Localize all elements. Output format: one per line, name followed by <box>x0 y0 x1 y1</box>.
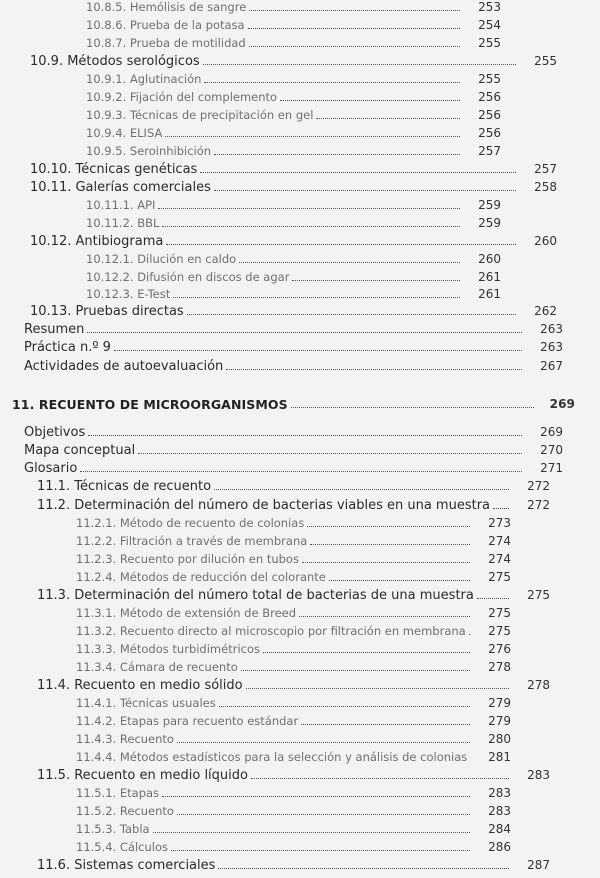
toc-entry-title: 10.9.2. Fijación del complemento <box>86 90 278 104</box>
toc-entry-title: 10.12.2. Difusión en discos de agar <box>86 270 290 284</box>
toc-entry <box>0 162 570 180</box>
toc-entry-title: 11.4.3. Recuento <box>76 732 174 746</box>
toc-entry <box>0 461 576 479</box>
toc-entry-title: 10.9.5. Seroinhibición <box>86 144 212 158</box>
toc-entry <box>0 840 524 858</box>
toc-page-number: 278 <box>527 678 550 692</box>
dot-leader <box>249 46 460 47</box>
toc-entry-title: 11.3.3. Métodos turbidimétricos <box>76 642 260 656</box>
toc-entry-title: 11.4.4. Métodos estadísticos para la selección y análisis de colonias <box>76 750 468 764</box>
toc-entry-title: 10.9. Métodos serológicos <box>30 54 200 69</box>
toc-page-number: 254 <box>478 18 501 32</box>
toc-entry-title: 11.2. Determinación del número de bacterias viables en una muestra <box>37 498 491 513</box>
toc-entry-title: 10.8.7. Prueba de motilidad <box>86 36 246 50</box>
toc-entry-title: 10.9.4. ELISA <box>86 126 163 140</box>
toc-entry-title: 11.5.2. Recuento <box>76 804 174 818</box>
toc-entry <box>0 606 524 624</box>
toc-entry-title: 11.2.2. Filtración a través de membrana <box>76 534 308 548</box>
toc-page-number: 275 <box>488 606 511 620</box>
toc-entry <box>0 252 514 270</box>
toc-entry <box>0 180 570 198</box>
dot-leader <box>329 580 470 581</box>
dot-leader <box>493 508 509 509</box>
dot-leader <box>166 244 516 245</box>
toc-entry <box>0 126 514 144</box>
toc-entry-title: Actividades de autoevaluación <box>24 359 224 374</box>
dot-leader <box>218 868 509 869</box>
toc-page-number: 253 <box>478 0 501 14</box>
toc-entry-title: 11.4.2. Etapas para recuento estándar <box>76 714 299 728</box>
dot-leader <box>291 407 534 408</box>
dot-leader <box>251 778 509 779</box>
toc-entry-title: Objetivos <box>24 425 86 440</box>
dot-leader <box>88 435 522 436</box>
toc-entry <box>0 425 576 443</box>
toc-entry-title: 10.11.2. BBL <box>86 216 160 230</box>
toc-entry <box>0 198 514 216</box>
toc-page-number: 286 <box>488 840 511 854</box>
toc-entry <box>0 0 514 18</box>
toc-entry <box>0 750 524 768</box>
toc-page-number: 284 <box>488 822 511 836</box>
toc-entry-title: 10.9.3. Técnicas de precipitación en gel <box>86 108 314 122</box>
dot-leader <box>204 82 460 83</box>
dot-leader <box>316 118 460 119</box>
toc-entry-title: 11.5.4. Cálculos <box>76 840 168 854</box>
dot-leader <box>226 369 522 370</box>
toc-page-number: 273 <box>488 516 511 530</box>
toc-entry-title: 11.2.4. Métodos de reducción del colorante <box>76 570 326 584</box>
toc-page-number: 279 <box>488 714 511 728</box>
toc-page-number: 263 <box>540 322 563 336</box>
dot-leader <box>214 489 509 490</box>
toc-entry <box>0 660 524 678</box>
toc-entry-title: 11.4. Recuento en medio sólido <box>37 678 243 693</box>
toc-page-number: 255 <box>478 36 501 50</box>
toc-entry <box>0 270 514 288</box>
toc-entry <box>0 642 524 660</box>
toc-page-number: 283 <box>488 804 511 818</box>
toc-entry-title: 10.11. Galerías comerciales <box>30 180 211 195</box>
toc-entry <box>0 322 576 340</box>
toc-entry <box>0 588 563 606</box>
dot-leader <box>200 172 516 173</box>
toc-entry <box>0 858 563 876</box>
dot-leader <box>177 814 470 815</box>
toc-entry-title: 11.3.2. Recuento directo al microscopio por filtración en membrana <box>76 624 466 638</box>
dot-leader <box>477 598 509 599</box>
toc-page-number: 256 <box>478 90 501 104</box>
toc-page-number: 274 <box>488 552 511 566</box>
dot-leader <box>187 314 516 315</box>
toc-entry <box>0 804 524 822</box>
toc-entry <box>0 36 514 54</box>
dot-leader <box>114 350 522 351</box>
dot-leader <box>292 280 460 281</box>
dot-leader <box>87 332 522 333</box>
toc-entry <box>0 287 514 305</box>
toc-entry-title: 10.11.1. API <box>86 198 156 212</box>
toc-entry-title: 10.9.1. Aglutinación <box>86 72 202 86</box>
toc-entry <box>0 570 524 588</box>
dot-leader <box>171 850 470 851</box>
toc-page-number: 267 <box>540 359 563 373</box>
toc-entry-title: 11.2.1. Método de recuento de colonias <box>76 516 305 530</box>
toc-entry <box>0 234 570 252</box>
dot-leader <box>203 64 516 65</box>
toc-page-number: 275 <box>527 588 550 602</box>
toc-page-number: 263 <box>540 340 563 354</box>
toc-page-number: 259 <box>478 198 501 212</box>
dot-leader <box>214 154 460 155</box>
toc-page-number: 269 <box>549 397 575 411</box>
toc-page-number: 269 <box>540 425 563 439</box>
toc-page-number: 283 <box>527 768 550 782</box>
toc-entry <box>0 54 570 72</box>
toc-page-number: 260 <box>478 252 501 266</box>
toc-chapter-heading <box>0 397 588 415</box>
dot-leader <box>173 297 460 298</box>
toc-entry <box>0 443 576 461</box>
toc-page-number: 276 <box>488 642 511 656</box>
toc-entry <box>0 732 524 750</box>
toc-entry <box>0 498 563 516</box>
toc-entry <box>0 72 514 90</box>
toc-entry-title: Glosario <box>24 461 78 476</box>
dot-leader <box>469 634 470 635</box>
toc-entry <box>0 90 514 108</box>
toc-entry-title: 10.10. Técnicas genéticas <box>30 162 198 177</box>
toc-page-number: 275 <box>488 624 511 638</box>
dot-leader <box>239 262 460 263</box>
dot-leader <box>249 10 460 11</box>
toc-entry <box>0 768 563 786</box>
toc-page-number: 257 <box>478 144 501 158</box>
dot-leader <box>241 670 470 671</box>
toc-entry <box>0 479 563 497</box>
toc-entry-title: 10.13. Pruebas directas <box>30 304 184 319</box>
toc-entry <box>0 552 524 570</box>
toc-page-number: 278 <box>488 660 511 674</box>
toc-page-number: 255 <box>478 72 501 86</box>
toc-page-number: 261 <box>478 270 501 284</box>
dot-leader <box>246 688 509 689</box>
dot-leader <box>80 471 522 472</box>
toc-entry-title: 10.12.1. Dilución en caldo <box>86 252 237 266</box>
dot-leader <box>248 28 460 29</box>
toc-entry <box>0 340 576 358</box>
dot-leader <box>301 724 470 725</box>
toc-entry-title: 10.12. Antibiograma <box>30 234 164 249</box>
toc-page-number: 255 <box>534 54 557 68</box>
toc-entry <box>0 304 570 322</box>
toc-entry <box>0 144 514 162</box>
toc-entry <box>0 822 524 840</box>
toc-page-number: 261 <box>478 287 501 301</box>
dot-leader <box>177 742 470 743</box>
dot-leader <box>302 562 470 563</box>
toc-entry-title: 11.3. Determinación del número total de bacterias de una muestra <box>37 588 474 603</box>
toc-page-number: 271 <box>540 461 563 475</box>
toc-page-number: 258 <box>534 180 557 194</box>
toc-page-number: 275 <box>488 570 511 584</box>
toc-entry <box>0 678 563 696</box>
toc-entry-title: 11.2.3. Recuento por dilución en tubos <box>76 552 299 566</box>
dot-leader <box>138 453 522 454</box>
toc-entry <box>0 516 524 534</box>
toc-entry-title: 11.3.4. Cámara de recuento <box>76 660 238 674</box>
toc-entry <box>0 534 524 552</box>
dot-leader <box>310 544 470 545</box>
toc-page-number: 274 <box>488 534 511 548</box>
dot-leader <box>165 136 460 137</box>
dot-leader <box>263 652 470 653</box>
toc-entry-title: Mapa conceptual <box>24 443 136 458</box>
toc-entry-title: 11.5.1. Etapas <box>76 786 160 800</box>
dot-leader <box>158 208 460 209</box>
toc-entry-title: 11.1. Técnicas de recuento <box>37 479 212 494</box>
toc-page-number: 279 <box>488 696 511 710</box>
toc-page-number: 272 <box>527 498 550 512</box>
toc-entry-title: 11.5.3. Tabla <box>76 822 150 836</box>
toc-entry-title: 10.8.5. Hemólisis de sangre <box>86 0 247 14</box>
toc-page-number: 280 <box>488 732 511 746</box>
toc-entry-title: 11.4.1. Técnicas usuales <box>76 696 216 710</box>
toc-page-number: 281 <box>488 750 511 764</box>
toc-entry <box>0 714 524 732</box>
dot-leader <box>280 100 460 101</box>
toc-entry <box>0 108 514 126</box>
toc-page-number: 283 <box>488 786 511 800</box>
dot-leader <box>299 616 470 617</box>
dot-leader <box>162 796 470 797</box>
toc-entry <box>0 216 514 234</box>
toc-page-number: 259 <box>478 216 501 230</box>
toc-entry <box>0 624 524 642</box>
toc-page-number: 270 <box>540 443 563 457</box>
toc-entry <box>0 696 524 714</box>
toc-entry-title: Práctica n.º 9 <box>24 340 111 355</box>
toc-entry-title: 11. RECUENTO DE MICROORGANISMOS <box>12 397 288 412</box>
dot-leader <box>214 190 516 191</box>
toc-page-number: 287 <box>527 858 550 872</box>
toc-entry-title: 11.6. Sistemas comerciales <box>37 858 216 873</box>
toc-page-number: 262 <box>534 304 557 318</box>
toc-page-number: 256 <box>478 108 501 122</box>
toc-page-number: 256 <box>478 126 501 140</box>
dot-leader <box>307 526 470 527</box>
toc-page-number: 257 <box>534 162 557 176</box>
toc-entry <box>0 359 576 377</box>
toc-entry <box>0 786 524 804</box>
dot-leader <box>153 832 470 833</box>
toc-entry-title: Resumen <box>24 322 85 337</box>
toc-entry-title: 10.12.3. E-Test <box>86 287 171 301</box>
dot-leader <box>162 226 460 227</box>
dot-leader <box>219 706 470 707</box>
toc-entry <box>0 18 514 36</box>
toc-page-number: 260 <box>534 234 557 248</box>
toc-entry-title: 11.3.1. Método de extensión de Breed <box>76 606 297 620</box>
toc-entry-title: 11.5. Recuento en medio líquido <box>37 768 248 783</box>
toc-page-number: 272 <box>527 479 550 493</box>
toc-entry-title: 10.8.6. Prueba de la potasa <box>86 18 245 32</box>
